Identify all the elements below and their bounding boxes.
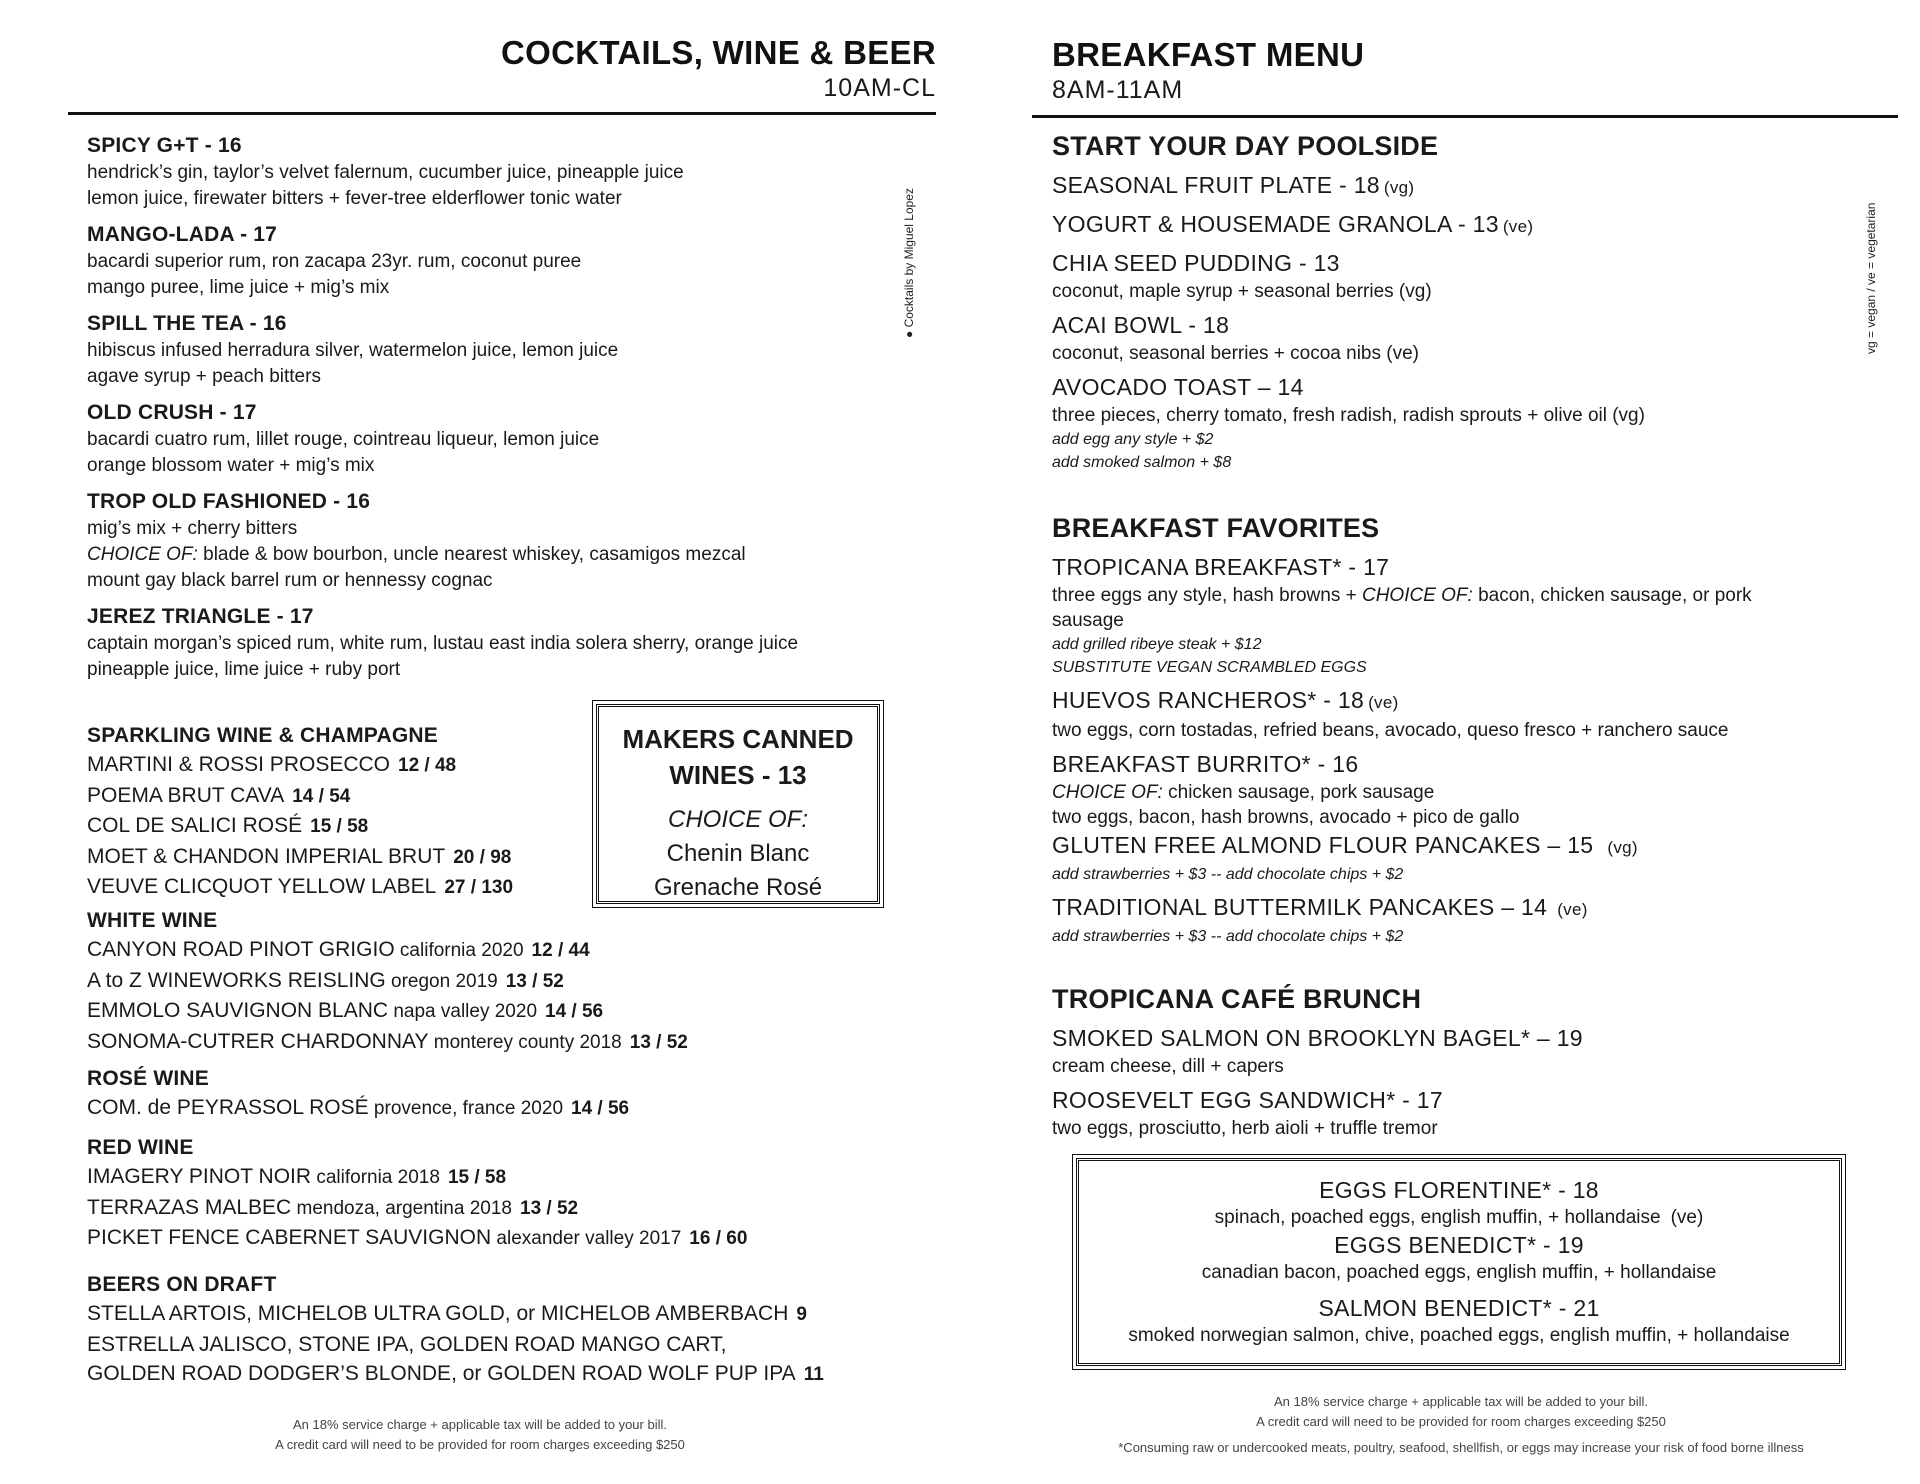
wine-region: california 2020 bbox=[394, 940, 524, 961]
wine-region: monterey county 2018 bbox=[428, 1031, 622, 1053]
item-desc: cream cheese, dill + capers bbox=[1052, 1056, 1284, 1077]
wine-region: mendoza, argentina 2018 bbox=[291, 1197, 512, 1219]
wine-name: A to Z WINEWORKS REISLING bbox=[87, 968, 386, 992]
cocktail-name: OLD CRUSH - 17 bbox=[87, 401, 257, 424]
menu-item bbox=[1052, 1023, 1872, 1079]
desc-part: bacon, chicken sausage, or pork bbox=[1472, 585, 1752, 606]
desc-part: chicken sausage, pork sausage bbox=[1162, 782, 1435, 803]
cocktail-choice-line bbox=[87, 542, 907, 568]
item-name: YOGURT & HOUSEMADE GRANOLA - 13 bbox=[1052, 211, 1499, 237]
cocktail-name: JEREZ TRIANGLE - 17 bbox=[87, 605, 314, 628]
item-desc: canadian bacon, poached eggs, english muffin, + hollandaise bbox=[1201, 1262, 1717, 1283]
diet-legend: vg = vegan / ve = vegetarian bbox=[1864, 202, 1878, 354]
wine-name: TERRAZAS MALBEC bbox=[87, 1195, 292, 1219]
cocktail-name: TROP OLD FASHIONED - 16 bbox=[87, 490, 371, 513]
wine-name: CANYON ROAD PINOT GRIGIO bbox=[87, 938, 395, 961]
breakfast-title: BREAKFAST MENU bbox=[1052, 36, 1365, 73]
item-desc: two eggs, corn tostadas, refried beans, avocado, queso fresco + ranchero sauce bbox=[1052, 720, 1729, 741]
header-rule bbox=[68, 112, 936, 115]
item-desc: coconut, seasonal berries + cocoa nibs (ve) bbox=[1052, 343, 1420, 364]
item-name: AVOCADO TOAST – 14 bbox=[1052, 374, 1304, 400]
wine-region: california 2018 bbox=[311, 1167, 440, 1188]
menu-item bbox=[1052, 830, 1872, 886]
section-heading: START YOUR DAY POOLSIDE bbox=[1052, 131, 1439, 161]
menu-item bbox=[1052, 1085, 1872, 1141]
cocktail-name: MANGO-LADA - 17 bbox=[87, 223, 278, 246]
favorites-section bbox=[1052, 510, 1872, 948]
cocktail-desc: lemon juice, firewater bitters + fever-tree elderflower tonic water bbox=[87, 188, 622, 209]
menu-item bbox=[1079, 1175, 1839, 1230]
item-desc: coconut, maple syrup + seasonal berries (vg) bbox=[1052, 281, 1432, 302]
wine-item bbox=[87, 1093, 887, 1124]
cocktail-item bbox=[87, 488, 907, 594]
wine-price: 15 / 58 bbox=[310, 816, 369, 837]
wine-price: 14 / 54 bbox=[292, 785, 351, 807]
beer-price: 11 bbox=[803, 1364, 824, 1385]
cocktail-desc: hibiscus infused herradura silver, watermelon juice, lemon juice bbox=[87, 340, 619, 361]
menu-item bbox=[1052, 209, 1872, 242]
wine-price: 20 / 98 bbox=[453, 846, 512, 868]
wine-item bbox=[87, 996, 887, 1027]
cocktail-list bbox=[87, 132, 907, 692]
item-desc bbox=[1052, 780, 1872, 805]
wine-price: 13 / 52 bbox=[629, 1031, 688, 1053]
item-desc bbox=[1052, 583, 1872, 608]
cocktail-item bbox=[87, 132, 907, 212]
canned-wines-box bbox=[596, 704, 880, 904]
item-addon: add egg any style + $2 bbox=[1052, 431, 1214, 448]
section-heading: BEERS ON DRAFT bbox=[87, 1273, 277, 1296]
wine-item bbox=[87, 1193, 887, 1224]
menu-item bbox=[1052, 552, 1872, 679]
item-addon: add smoked salmon + $8 bbox=[1052, 454, 1232, 471]
menu-item bbox=[1079, 1230, 1839, 1285]
desc-part: spinach, poached eggs, english muffin, + hollandaise bbox=[1214, 1207, 1661, 1228]
menu-item bbox=[1052, 310, 1872, 366]
diet-tag: (ve) bbox=[1502, 217, 1534, 236]
menu-item bbox=[1052, 685, 1872, 743]
item-name: GLUTEN FREE ALMOND FLOUR PANCAKES – 15 bbox=[1052, 832, 1594, 858]
credit-card-note: A credit card will need to be provided for room charges exceeding $250 bbox=[275, 1437, 685, 1452]
canned-title-line: WINES - 13 bbox=[669, 760, 807, 790]
wine-item bbox=[87, 1223, 887, 1254]
cocktail-desc: mig’s mix + cherry bitters bbox=[87, 518, 298, 539]
cocktails-header bbox=[501, 34, 936, 103]
canned-option: Grenache Rosé bbox=[653, 874, 823, 901]
item-name: SMOKED SALMON ON BROOKLYN BAGEL* – 19 bbox=[1052, 1025, 1583, 1051]
cocktail-item bbox=[87, 399, 907, 479]
wine-price: 14 / 56 bbox=[545, 1001, 604, 1022]
cocktail-desc: orange blossom water + mig’s mix bbox=[87, 455, 375, 476]
choice-text: blade & bow bourbon, uncle nearest whiskey, casamigos mezcal bbox=[197, 544, 746, 565]
wine-price: 16 / 60 bbox=[689, 1228, 748, 1249]
item-name: TRADITIONAL BUTTERMILK PANCAKES – 14 bbox=[1052, 894, 1548, 920]
section-heading: ROSÉ WINE bbox=[87, 1067, 209, 1090]
rose-wine-section bbox=[87, 1064, 887, 1124]
beer-line bbox=[87, 1359, 887, 1390]
cocktail-item bbox=[87, 310, 907, 390]
poolside-section bbox=[1052, 128, 1872, 474]
wine-region: oregon 2019 bbox=[385, 970, 498, 992]
diet-tag: (ve) bbox=[1557, 900, 1588, 919]
left-footer bbox=[160, 1415, 800, 1455]
section-heading: BREAKFAST FAVORITES bbox=[1052, 513, 1380, 543]
section-heading: RED WINE bbox=[87, 1136, 194, 1159]
item-addon: add strawberries + $3 -- add chocolate chips + $2 bbox=[1052, 866, 1404, 883]
item-name: TROPICANA BREAKFAST* - 17 bbox=[1052, 554, 1390, 580]
wine-price: 13 / 52 bbox=[505, 970, 564, 992]
item-desc: two eggs, prosciutto, herb aioli + truffle tremor bbox=[1052, 1118, 1438, 1139]
item-name: CHIA SEED PUDDING - 13 bbox=[1052, 250, 1340, 276]
beers-section bbox=[87, 1270, 887, 1390]
cocktail-desc: agave syrup + peach bitters bbox=[87, 366, 321, 387]
item-name: ROOSEVELT EGG SANDWICH* - 17 bbox=[1052, 1087, 1443, 1113]
cocktail-desc: bacardi cuatro rum, lillet rouge, cointreau liqueur, lemon juice bbox=[87, 429, 600, 450]
item-desc bbox=[1079, 1205, 1839, 1230]
item-substitute: SUBSTITUTE VEGAN SCRAMBLED EGGS bbox=[1052, 659, 1367, 676]
wine-price: 12 / 44 bbox=[531, 940, 590, 961]
item-name: EGGS BENEDICT* - 19 bbox=[1334, 1232, 1584, 1258]
item-name: HUEVOS RANCHEROS* - 18 bbox=[1052, 687, 1365, 713]
wine-name: COL DE SALICI ROSÉ bbox=[87, 814, 303, 837]
red-wine-section bbox=[87, 1133, 887, 1254]
wine-item bbox=[87, 1162, 887, 1193]
menu-item bbox=[1052, 248, 1872, 304]
canned-choice-label: CHOICE OF: bbox=[667, 806, 808, 833]
choice-label: CHOICE OF: bbox=[87, 544, 198, 565]
credit-card-note: A credit card will need to be provided for room charges exceeding $250 bbox=[1256, 1414, 1666, 1429]
item-desc: smoked norwegian salmon, chive, poached eggs, english muffin, + hollandaise bbox=[1128, 1325, 1790, 1346]
menu-item bbox=[1052, 170, 1872, 203]
canned-option: Chenin Blanc bbox=[666, 840, 810, 867]
wine-price: 12 / 48 bbox=[398, 755, 457, 776]
item-name: EGGS FLORENTINE* - 18 bbox=[1319, 1177, 1599, 1203]
wine-region: napa valley 2020 bbox=[388, 1001, 538, 1022]
wine-price: 14 / 56 bbox=[571, 1098, 630, 1119]
cocktail-desc: pineapple juice, lime juice + ruby port bbox=[87, 659, 401, 680]
cocktail-desc: bacardi superior rum, ron zacapa 23yr. rum, coconut puree bbox=[87, 251, 582, 272]
cocktail-desc: mount gay black barrel rum or hennessy cognac bbox=[87, 570, 493, 591]
wine-region: provence, france 2020 bbox=[368, 1098, 564, 1119]
cocktail-desc: mango puree, lime juice + mig’s mix bbox=[87, 277, 390, 298]
cocktail-item bbox=[87, 603, 907, 683]
service-charge-note: An 18% service charge + applicable tax will be added to your bill. bbox=[293, 1417, 667, 1432]
beer-list: ESTRELLA JALISCO, STONE IPA, GOLDEN ROAD MANGO CART, bbox=[87, 1332, 727, 1356]
diet-tag: (ve) bbox=[1670, 1207, 1704, 1228]
cocktail-item bbox=[87, 221, 907, 301]
diet-tag: (vg) bbox=[1607, 838, 1638, 857]
item-desc: two eggs, bacon, hash browns, avocado + pico de gallo bbox=[1052, 807, 1520, 828]
item-desc: three pieces, cherry tomato, fresh radish, radish sprouts + olive oil (vg) bbox=[1052, 405, 1645, 426]
item-addon: add strawberries + $3 -- add chocolate chips + $2 bbox=[1052, 928, 1404, 945]
wine-item bbox=[87, 1027, 887, 1058]
breakfast-hours: 8AM-11AM bbox=[1052, 76, 1184, 104]
section-heading: TROPICANA CAFÉ BRUNCH bbox=[1052, 984, 1422, 1014]
wine-name: IMAGERY PINOT NOIR bbox=[87, 1165, 312, 1188]
cocktail-desc: hendrick’s gin, taylor’s velvet falernum, cucumber juice, pineapple juice bbox=[87, 162, 684, 183]
cocktail-name: SPILL THE TEA - 16 bbox=[87, 312, 287, 335]
menu-item bbox=[1052, 372, 1872, 474]
beer-list: GOLDEN ROAD DODGER’S BLONDE, or GOLDEN ROAD WOLF PUP IPA bbox=[87, 1362, 796, 1385]
item-name: SALMON BENEDICT* - 21 bbox=[1318, 1295, 1600, 1321]
breakfast-page bbox=[1020, 0, 1920, 1484]
cocktail-desc: captain morgan’s spiced rum, white rum, lustau east india solera sherry, orange juice bbox=[87, 633, 799, 654]
wine-name: POEMA BRUT CAVA bbox=[87, 783, 285, 807]
wine-region: alexander valley 2017 bbox=[491, 1228, 682, 1249]
header-rule bbox=[1032, 115, 1898, 118]
raw-food-warning: *Consuming raw or undercooked meats, poultry, seafood, shellfish, or eggs may increase your risk of food borne illness bbox=[1118, 1440, 1804, 1455]
wine-name: MARTINI & ROSSI PROSECCO bbox=[87, 753, 390, 776]
item-name: BREAKFAST BURRITO* - 16 bbox=[1052, 751, 1359, 777]
cocktails-hours: 10AM-CL bbox=[823, 74, 936, 102]
wine-item bbox=[87, 935, 887, 966]
choice-label: CHOICE OF: bbox=[1052, 782, 1163, 803]
benedict-box bbox=[1076, 1158, 1842, 1366]
menu-item bbox=[1079, 1293, 1839, 1348]
beer-list: STELLA ARTOIS, MICHELOB ULTRA GOLD, or MICHELOB AMBERBACH bbox=[87, 1302, 789, 1325]
service-charge-note: An 18% service charge + applicable tax will be added to your bill. bbox=[1274, 1394, 1648, 1409]
wine-price: 27 / 130 bbox=[444, 877, 514, 898]
wine-price: 13 / 52 bbox=[520, 1197, 579, 1219]
brunch-section bbox=[1052, 981, 1872, 1141]
desc-part: three eggs any style, hash browns + bbox=[1052, 585, 1362, 606]
white-wine-section bbox=[87, 906, 887, 1057]
section-heading: SPARKLING WINE & CHAMPAGNE bbox=[87, 724, 438, 747]
diet-tag: (ve) bbox=[1368, 693, 1399, 712]
item-name: SEASONAL FRUIT PLATE - 18 bbox=[1052, 172, 1380, 198]
cocktail-name: SPICY G+T - 16 bbox=[87, 134, 242, 157]
beer-price: 9 bbox=[796, 1304, 807, 1325]
diet-tag: (vg) bbox=[1383, 178, 1415, 197]
choice-label: CHOICE OF: bbox=[1361, 585, 1473, 606]
wine-name: MOET & CHANDON IMPERIAL BRUT bbox=[87, 844, 446, 868]
canned-title bbox=[599, 721, 877, 793]
beer-line bbox=[87, 1299, 887, 1330]
cocktails-title: COCKTAILS, WINE & BEER bbox=[501, 34, 936, 71]
item-addon: add grilled ribeye steak + $12 bbox=[1052, 636, 1262, 653]
canned-title-line: MAKERS CANNED bbox=[622, 724, 854, 754]
wine-name: PICKET FENCE CABERNET SAUVIGNON bbox=[87, 1226, 492, 1249]
wine-name: COM. de PEYRASSOL ROSÉ bbox=[87, 1096, 369, 1119]
wine-name: VEUVE CLICQUOT YELLOW LABEL bbox=[87, 875, 437, 898]
item-name: ACAI BOWL - 18 bbox=[1052, 312, 1230, 338]
wine-name: SONOMA-CUTRER CHARDONNAY bbox=[87, 1029, 429, 1053]
wine-name: EMMOLO SAUVIGNON BLANC bbox=[87, 999, 389, 1022]
wine-item bbox=[87, 966, 887, 997]
menu-item bbox=[1052, 892, 1872, 948]
menu-item bbox=[1052, 749, 1872, 830]
section-heading: WHITE WINE bbox=[87, 909, 218, 932]
wine-price: 15 / 58 bbox=[447, 1167, 507, 1188]
right-footer bbox=[1076, 1392, 1846, 1458]
beer-line bbox=[87, 1330, 887, 1360]
cocktail-credit: ● Cocktails by Miguel Lopez bbox=[902, 188, 916, 338]
breakfast-header bbox=[1052, 36, 1364, 105]
item-desc: sausage bbox=[1052, 610, 1124, 631]
